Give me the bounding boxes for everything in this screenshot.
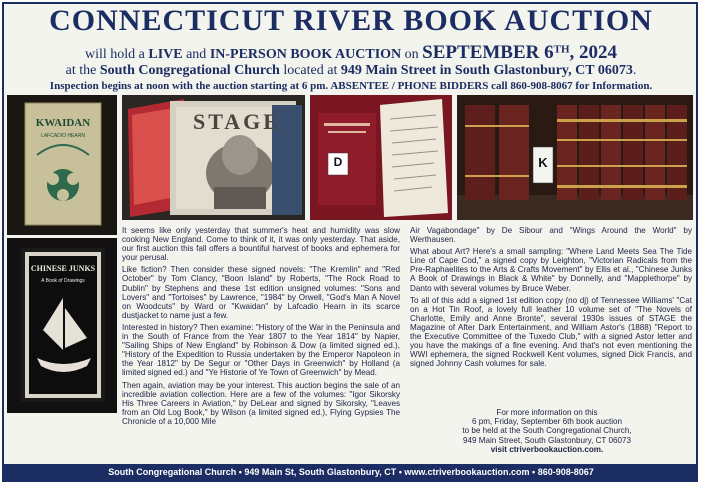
photo-bronte-set <box>457 95 693 220</box>
venue-name: South Congregational Church <box>99 63 280 78</box>
article-paragraph: To all of this add a signed 1st edition copy (no dj) of Tennessee Williams' "Cat on a Hot Tin Roof, a lovely full leather 10 volume set of "The Novels of Charlotte, Emily and Anne Bronte", several 1930s issues of STAGE the Magazine of After Dark Entertainment, and William Astor's (1888) "Report to the Executive Committee of the Tuxedo Club," with a signed Astor letter and you have the makings of a fine evening. And that's not even mentioning the WWI ephemera, the signed Rockwell Kent volumes, signed Dick Francis, and signed Johnny Cash volumes for sale. <box>410 295 692 369</box>
bronte-tag: K <box>538 155 548 170</box>
announce-and: and <box>182 47 210 62</box>
in-person-label: IN-PERSON BOOK AUCTION <box>209 47 402 62</box>
info-line-4: 949 Main Street, South Glastonbury, CT 06073 <box>463 435 631 445</box>
venue-line <box>0 63 702 79</box>
more-info-block <box>412 408 682 454</box>
venue-pre: at the <box>65 63 100 78</box>
article-paragraph: Then again, aviation may be your interest. This auction begins the sale of an incredible aviation collection. Here are a few of the volumes: "Igor Sikorsky His Three Careers in Aviation," by DeLear and signed by Sikorsky, "Leaves from an Old Log Book," by Wilson (a limited signed ed.), Flying Gypsies The Chronicle of a 10,000 Mile <box>122 380 400 426</box>
info-line-1: For more information on this <box>496 408 598 417</box>
article-paragraph: It seems like only yesterday that summer's heat and humidity was slow cooking New England. Come to think of it, it was only yesterday. That aside, our first auction this fall offers a bountiful harvest of books and ephemera for your perusal. <box>122 226 400 263</box>
kwaidan-book-image <box>7 95 117 235</box>
venue-mid: located at <box>279 63 341 78</box>
info-line-3: to be held at the South Congregational Church, <box>462 426 632 436</box>
date-suffix: TH <box>553 43 570 56</box>
info-line-2: 6 pm, Friday, September 6th book auction <box>471 417 623 427</box>
article-column-2 <box>410 226 692 371</box>
venue-address: 949 Main Street in South Glastonbury, CT 06073 <box>340 63 633 78</box>
photo-stage <box>122 95 305 220</box>
live-label: LIVE <box>148 47 183 62</box>
article-paragraph: Air Vagabondage" by De Sibour and "Wings Around the World" by Werthausen. <box>410 226 692 245</box>
chinese-junks-title: CHINESE JUNKS <box>30 264 96 273</box>
article-column-1 <box>122 226 400 429</box>
photo-kwaidan <box>7 95 117 235</box>
announce-pre: will hold a <box>84 47 149 62</box>
inspection-line: Inspection begins at noon with the auction starting at 6 pm. ABSENTEE / PHONE BIDDERS call 860-908-8067 for Information. <box>49 80 653 92</box>
venue-end: . <box>632 63 637 78</box>
auction-announcement <box>0 42 702 64</box>
stage-title: STAGE <box>193 109 281 134</box>
letter-tag: D <box>333 155 343 169</box>
kwaidan-author: LAFCADIO HEARN <box>41 133 85 139</box>
auction-date: SEPTEMBER 6 <box>422 42 554 63</box>
chinese-junks-subtitle: A Book of Drawings <box>41 278 85 284</box>
auction-year: , 2024 <box>569 42 618 63</box>
photo-chinese-junks <box>7 238 117 413</box>
kwaidan-title: KWAIDAN <box>35 117 91 129</box>
article-paragraph: Like fiction? Then consider these signed novels: "The Kremlin" and "Red October" by Tom Clancy, "Boon Island" by Roberts, "The Rock Road to Dublin" by Stephens and these 1st edition unsigned volumes: "Sons and Lovers" and "Tortoises" by Lawrence, "1984" by Orwell, "God's Man A Novel on Woodcuts" by Ward or "Kwaidan" by Lafcadio Hearn in its scarce dustjacket to name just a few. <box>122 265 400 320</box>
footer-bar: South Congregational Church • 949 Main St, South Glastonbury, CT • www.ctriverbookauction.com • 860-908-8067 <box>4 464 698 480</box>
bronte-volumes-image <box>457 95 693 220</box>
article-paragraph: Interested in history? Then examine: "History of the War in the Peninsula and in the South of France from the Year 1807 to the Year 1814" by Napier, "Sailing Ships of New England" by Robinson & Dow (a limited signed ed.), "History of the Expedition to Russia undertaken by the Emperor Napoleon in the Year 1812" by De Segur or "Other Days in Greenwich" by Holland (a limited signed ed.) and "Ye Historie of Ye Town of Greenwich" by Mead. <box>122 322 400 378</box>
article-paragraph: What about Art? Here's a small sampling: "Where Land Meets Sea The Tide Line of Cape Cod," a signed copy by Leighton, "Victorian Radicals from the Pre-Raphaelites to the Arts & Crafts Movement" by Ellis et al., "Chinese Junks A Book of Drawings in Black & White" by Donnelly, and "Mapplethorpe" by Danto with several volumes by Bruce Weber. <box>410 247 692 293</box>
page-title: CONNECTICUT RIVER BOOK AUCTION <box>49 4 653 37</box>
announce-on: on <box>401 47 423 62</box>
info-website-link[interactable]: visit ctriverbookauction.com. <box>490 444 604 454</box>
photo-letter <box>310 95 452 220</box>
